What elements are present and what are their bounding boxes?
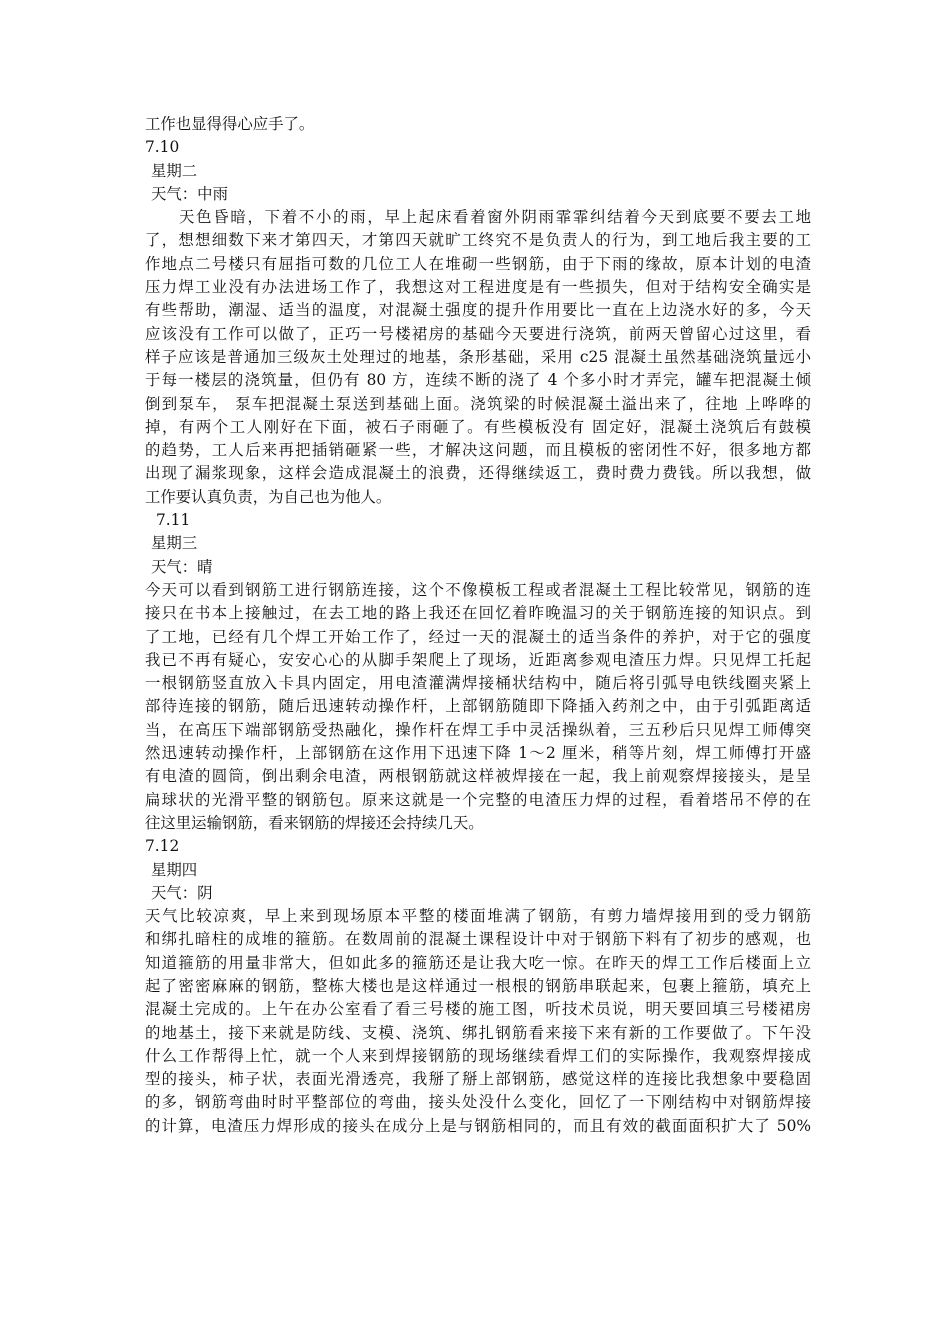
paragraph-line: 型的接头，柿子状，表面光滑透亮，我掰了掰上部钢筋，感觉这样的连接比我想象中要稳固: [145, 1070, 811, 1089]
paragraph-line: 出现了漏浆现象，这样会造成混凝土的浪费，还得继续返工，费时费力费钱。所以我想，做: [145, 464, 811, 483]
paragraph-line: 扁球状的光滑平整的钢筋包。原来这就是一个完整的电渣压力焊的过程，看着塔吊不停的在: [145, 790, 811, 809]
paragraph-line: 起了密密麻麻的钢筋，整栋大楼也是这样通过一根根的钢筋串联起来，包裹上箍筋，填充上: [145, 976, 811, 995]
paragraph-line: 一根钢筋竖直放入卡具内固定，用电渣灌满焊接桶状结构中，随后将引弧导电铁线圈夹紧上: [145, 674, 811, 693]
paragraph-line: 天气比较凉爽，早上来到现场原本平整的楼面堆满了钢筋，有剪力墙焊接用到的受力钢筋: [145, 907, 811, 926]
entry-date: 7.11: [156, 511, 191, 530]
entry-weekday: 星期四: [151, 860, 198, 879]
paragraph-line: 了工地，已经有几个焊工开始工作了，经过一天的混凝土的适当条件的养护，对于它的强度: [145, 627, 811, 646]
entry-date: 7.10: [145, 138, 180, 157]
paragraph-line: 压力焊工业没有办法进场工作了，我想这对工程进度是有一些损失，但对于结构安全确实是: [145, 278, 811, 297]
paragraph-line: 的计算，电渣压力焊形成的接头在成分上是与钢筋相同的，而且有效的截面面积扩大了 50%: [145, 1116, 811, 1135]
paragraph-line: 什么工作帮得上忙，就一个人来到焊接钢筋的现场继续看焊工们的实际操作，我观察焊接成: [145, 1046, 811, 1065]
paragraph-line: 和绑扎暗柱的成堆的箍筋。在数周前的混凝土课程设计中对于钢筋下料有了初步的感观，也: [145, 930, 811, 949]
paragraph-line: 当，在高压下端部钢筋受热融化，操作杆在焊工手中灵活操纵着，三五秒后只见焊工师傅突: [145, 720, 811, 739]
paragraph-line: 有电渣的圆筒，倒出剩余电渣，两根钢筋就这样被焊接在一起，我上前观察焊接接头，是呈: [145, 767, 811, 786]
paragraph-line: 往这里运输钢筋，看来钢筋的焊接还会持续几天。: [145, 813, 484, 832]
entry-weather: 天气：晴: [151, 557, 213, 576]
paragraph-line: 知道箍筋的用量非常大，但如此多的箍筋还是让我大吃一惊。在昨天的焊工工作后楼面上立: [145, 953, 811, 972]
paragraph-line: 了，想想细数下来才第四天，才第四天就旷工终究不是负责人的行为，到工地后我主要的工: [145, 231, 811, 250]
paragraph-line: 应该没有工作可以做了，正巧一号楼裙房的基础今天要进行浇筑，前两天曾留心过这里，看: [145, 324, 811, 343]
paragraph-line: 部待连接的钢筋，随后迅速转动操作杆，上部钢筋随即下降插入药剂之中，由于引弧距离适: [145, 697, 811, 716]
intro-line: 工作也显得得心应手了。: [145, 115, 315, 133]
entry-weather: 天气：中雨: [151, 184, 228, 203]
paragraph-line: 倒到泵车， 泵车把混凝土泵送到基础上面。浇筑梁的时候混凝土溢出来了，往地 上哗哗的: [145, 394, 811, 413]
paragraph-line: 的趋势，工人后来再把插销砸紧一些，才解决这问题，而且模板的密闭性不好，很多地方都: [145, 441, 811, 460]
paragraph-line: 然迅速转动操作杆，上部钢筋在这作用下迅速下降 1～2 厘米，稍等片刻，焊工师傅打开盛: [145, 744, 811, 763]
paragraph-line: 的地基土，接下来就是防线、支模、浇筑、绑扎钢筋看来接下来有新的工作要做了。下午没: [145, 1023, 811, 1042]
paragraph-line: 有些帮助，潮湿、适当的温度，对混凝土强度的提升作用要比一直在上边浇水好的多，今天: [145, 301, 811, 320]
paragraph-line: 掉，有两个工人刚好在下面，被石子雨砸了。有些模板没有 固定好，混凝土浇筑后有鼓模: [145, 417, 811, 436]
paragraph-line: 工作要认真负责，为自己也为他人。: [145, 487, 392, 506]
entry-weather: 天气：阴: [151, 883, 213, 902]
document-page: [145, 113, 811, 1138]
paragraph-line: 今天可以看到钢筋工进行钢筋连接，这个不像模板工程或者混凝土工程比较常见，钢筋的连: [145, 580, 811, 599]
paragraph-line: 天色昏暗，下着不小的雨，早上起床看着窗外阴雨霏霏纠结着今天到底要不要去工地: [179, 208, 811, 227]
paragraph-line: 于每一楼层的浇筑量，但仍有 80 方，连续不断的浇了 4 个多小时才弄完，罐车把混凝土倾: [145, 371, 811, 390]
entry-weekday: 星期三: [151, 534, 198, 553]
entry-date: 7.12: [145, 837, 180, 856]
paragraph-line: 我已不再有疑心，安安心心的从脚手架爬上了现场，近距离参观电渣压力焊。只见焊工托起: [145, 650, 811, 669]
paragraph-line: 样子应该是普通加三级灰土处理过的地基，条形基础，采用 c25 混凝土虽然基础浇筑量远小: [145, 347, 811, 366]
paragraph-line: 的多，钢筋弯曲时时平整部位的弯曲，接头处没什么变化，回忆了一下刚结构中对钢筋焊接: [145, 1093, 811, 1112]
paragraph-line: 混凝土完成的。上午在办公室看了看三号楼的施工图，听技术员说，明天要回填三号楼裙房: [145, 1000, 811, 1019]
paragraph-line: 接只在书本上接触过，在去工地的路上我还在回忆着昨晚温习的关于钢筋连接的知识点。到: [145, 604, 811, 623]
paragraph-line: 作地点二号楼只有屈指可数的几位工人在堆砌一些钢筋，由于下雨的缘故，原本计划的电渣: [145, 254, 811, 273]
entry-weekday: 星期二: [151, 161, 198, 180]
